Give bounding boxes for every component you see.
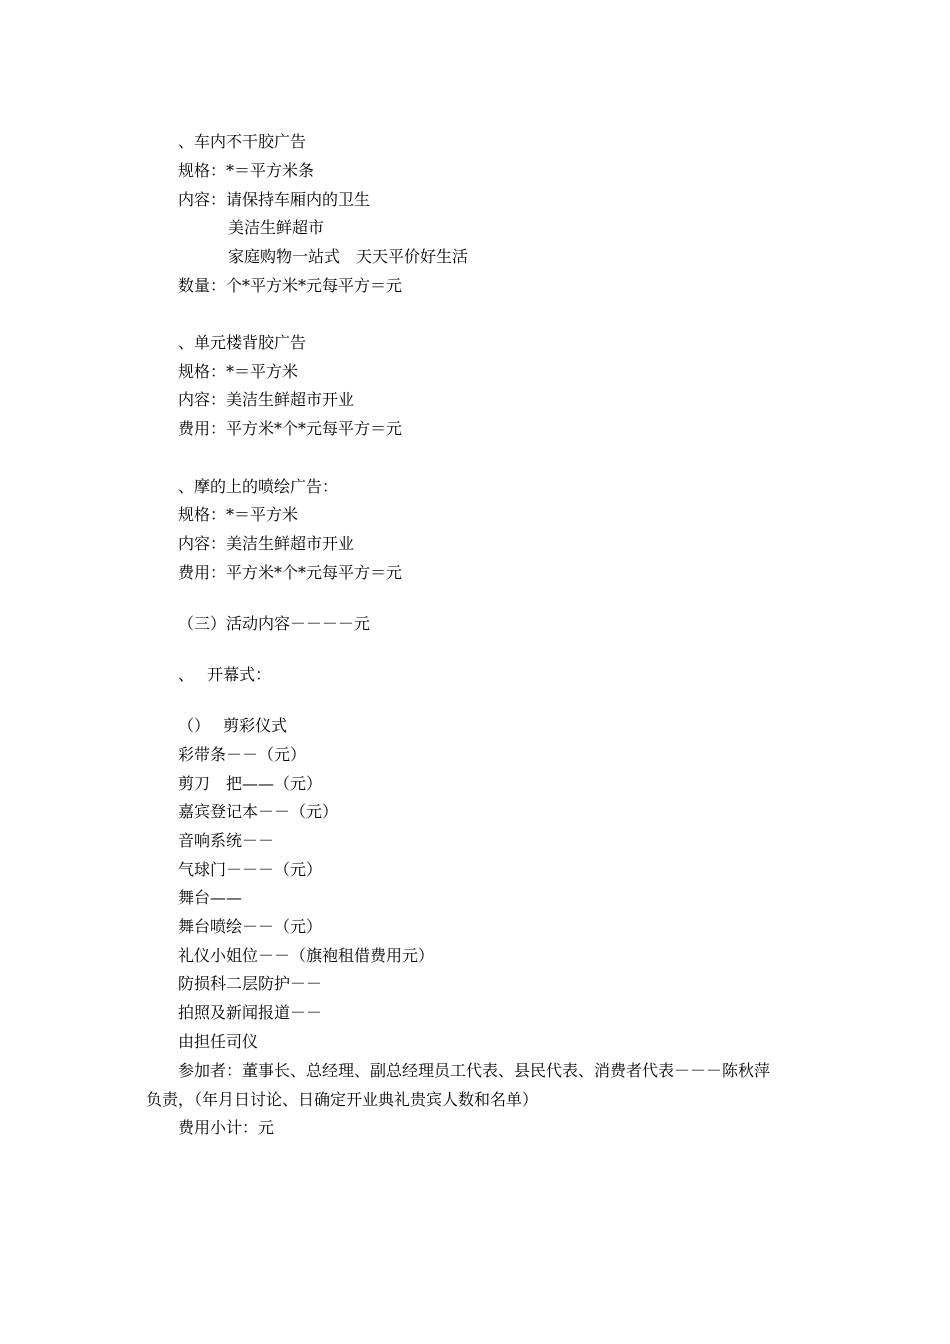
item-etiquette: 礼仪小姐位－－（旗袍租借费用元） <box>178 946 435 965</box>
item-guestbook: 嘉宾登记本－－（元） <box>178 802 339 821</box>
section3-title: 、摩的上的喷绘广告： <box>178 477 339 496</box>
section1-spec: 规格：*＝平方米条 <box>178 161 315 180</box>
item-ribbon: 彩带条－－（元） <box>178 745 307 764</box>
opening-heading: 、 开幕式： <box>178 665 272 684</box>
item-balloon-arch: 气球门－－－（元） <box>178 860 323 879</box>
section1-quantity: 数量：个*平方米*元每平方＝元 <box>178 276 403 295</box>
item-host: 由担任司仪 <box>178 1032 259 1051</box>
item-stage-print: 舞台喷绘－－（元） <box>178 917 323 936</box>
cost-subtotal: 费用小计：元 <box>178 1118 275 1137</box>
section1-content-line3: 家庭购物一站式 天天平价好生活 <box>228 247 469 266</box>
section2-content: 内容：美洁生鲜超市开业 <box>178 390 355 409</box>
section3-content: 内容：美洁生鲜超市开业 <box>178 534 355 553</box>
item-photo-news: 拍照及新闻报道－－ <box>178 1003 323 1022</box>
section3-cost: 费用：平方米*个*元每平方＝元 <box>178 563 403 582</box>
section2-spec: 规格：*＝平方米 <box>178 362 299 381</box>
item-stage: 舞台—— <box>178 888 243 907</box>
item-sound-system: 音响系统－－ <box>178 831 275 850</box>
section2-cost: 费用：平方米*个*元每平方＝元 <box>178 419 403 438</box>
item-scissors: 剪刀 把——（元） <box>178 774 323 793</box>
activity-heading: （三）活动内容－－－－元 <box>178 614 371 633</box>
participants-line1: 参加者：董事长、总经理、副总经理员工代表、县民代表、消费者代表－－－陈秋萍 <box>178 1061 771 1080</box>
ribbon-heading: （） 剪彩仪式 <box>178 716 288 735</box>
section3-spec: 规格：*＝平方米 <box>178 505 299 524</box>
section1-content-line2: 美洁生鲜超市 <box>228 218 325 237</box>
section1-content: 内容：请保持车厢内的卫生 <box>178 190 371 209</box>
section2-title: 、单元楼背胶广告 <box>178 333 307 352</box>
section1-title: 、车内不干胶广告 <box>178 132 307 151</box>
item-loss-prevention: 防损科二层防护－－ <box>178 974 323 993</box>
participants-line2: 负责，（年月日讨论、日确定开业典礼贵宾人数和名单） <box>146 1090 539 1109</box>
